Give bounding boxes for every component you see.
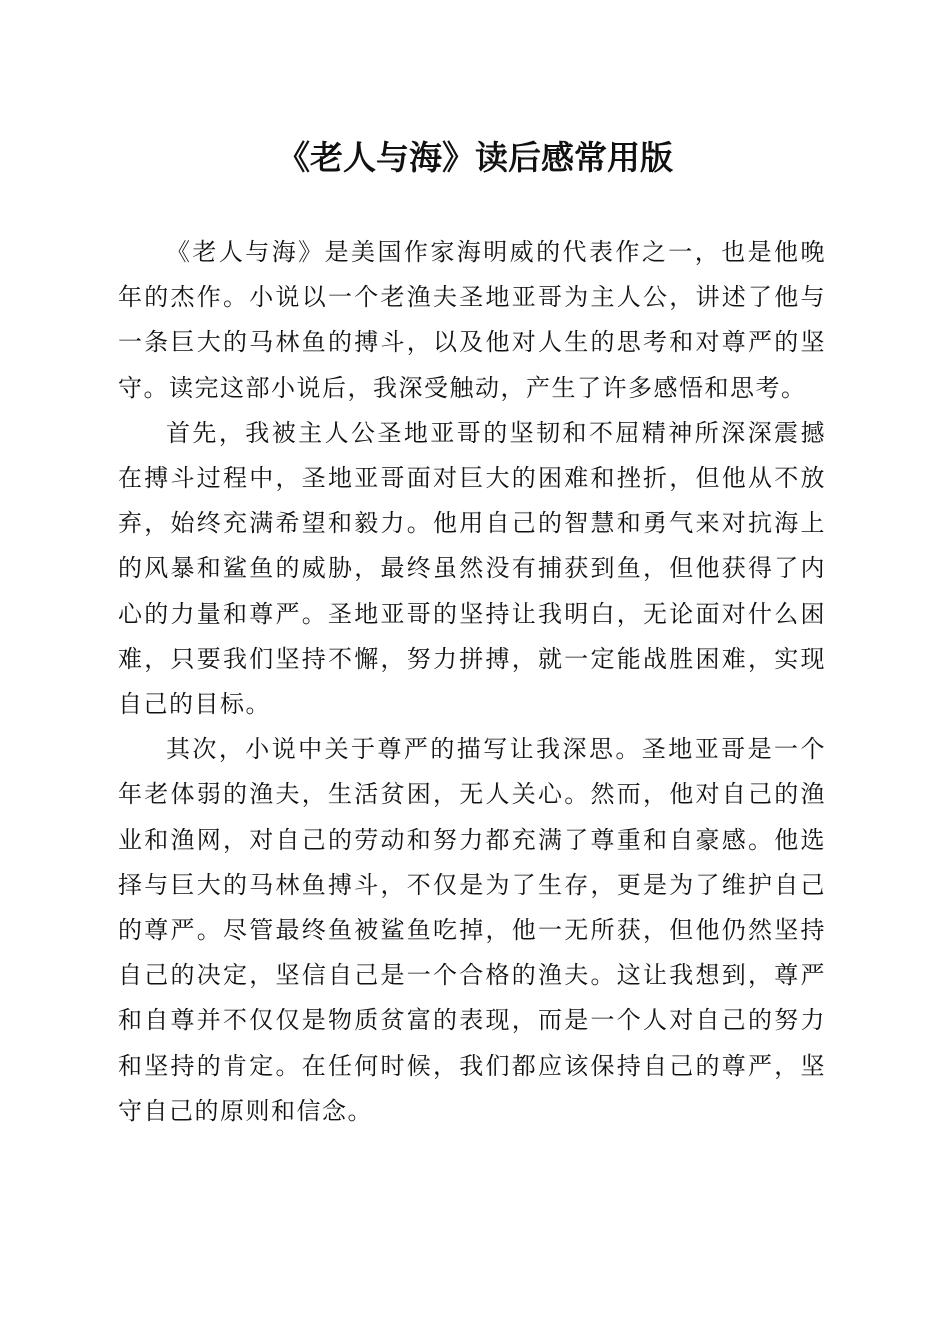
document-title: 《老人与海》读后感常用版 <box>277 138 673 177</box>
document-body <box>118 230 826 1134</box>
paragraph-1: 《老人与海》是美国作家海明威的代表作之一，也是他晚年的杰作。小说以一个老渔夫圣地亚哥为主人公，讲述了他与一条巨大的马林鱼的搏斗，以及他对人生的思考和对尊严的坚守。读完这部小说后，我深受触动，产生了许多感悟和思考。 <box>118 238 826 402</box>
paragraph-2: 首先，我被主人公圣地亚哥的坚韧和不屈精神所深深震撼在搏斗过程中，圣地亚哥面对巨大的困难和挫折，但他从不放弃，始终充满希望和毅力。他用自己的智慧和勇气来对抗海上的风暴和鲨鱼的威胁，最终虽然没有捕获到鱼，但他获得了内心的力量和尊严。圣地亚哥的坚持让我明白，无论面对什么困难，只要我们坚持不懈，努力拼搏，就一定能战胜困难，实现自己的目标。 <box>118 418 826 719</box>
paragraph-3: 其次，小说中关于尊严的描写让我深思。圣地亚哥是一个年老体弱的渔夫，生活贫困，无人关心。然而，他对自己的渔业和渔网，对自己的劳动和努力都充满了尊重和自豪感。他选择与巨大的马林鱼搏斗，不仅是为了生存，更是为了维护自己的尊严。尽管最终鱼被鲨鱼吃掉，他一无所获，但他仍然坚持自己的决定，坚信自己是一个合格的渔夫。这让我想到，尊严和自尊并不仅仅是物质贫富的表现，而是一个人对自己的努力和坚持的肯定。在任何时候，我们都应该保持自己的尊严，坚守自己的原则和信念。 <box>118 735 826 1125</box>
